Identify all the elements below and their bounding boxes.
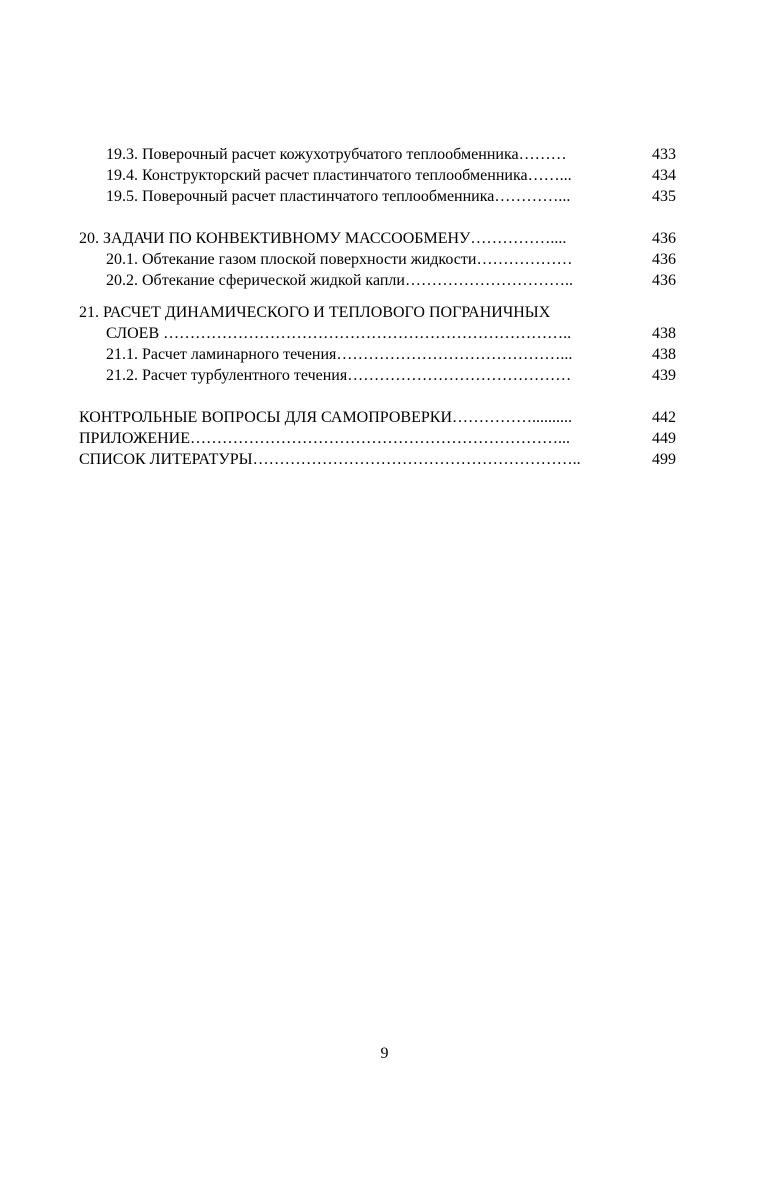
toc-entry-text: СПИСОК ЛИТЕРАТУРЫ……………………………………………………..	[79, 451, 581, 468]
toc-entry-text: 20.2. Обтекание сферической жидкой капли…………………………..	[106, 272, 573, 289]
toc-entry-21-line-2	[79, 323, 676, 344]
toc-entry-page: 436	[652, 251, 676, 268]
toc-entry-20	[79, 228, 676, 249]
toc-entry-page: 435	[652, 188, 676, 205]
toc-entry-21-line-1	[79, 302, 676, 323]
toc-entry-page: 438	[652, 325, 676, 342]
toc-entry-text: 20.1. Обтекание газом плоской поверхности жидкости………………	[106, 251, 573, 268]
toc-entry-text: 19.4. Конструкторский расчет пластинчатого теплообменника……...	[106, 167, 572, 184]
toc-entry-20-2	[79, 270, 676, 291]
toc-entry-text: 19.5. Поверочный расчет пластинчатого теплообменника…………...	[106, 188, 571, 205]
page-number: 9	[380, 1045, 389, 1062]
toc-entry-text: 21.1. Расчет ламинарного течения……………………………………...	[106, 346, 573, 363]
toc-entry-text: КОНТРОЛЬНЫЕ ВОПРОСЫ ДЛЯ САМОПРОВЕРКИ……………..........	[79, 409, 572, 426]
toc-entry-19-5	[79, 186, 676, 207]
toc-entry-19-3	[79, 144, 676, 165]
toc-entry-page: 433	[652, 146, 676, 163]
toc-entry-page: 499	[652, 451, 676, 468]
toc-entry-text: СЛОЕВ …………………………………………………………………..	[106, 325, 572, 342]
toc-entry-appendix	[79, 428, 676, 449]
toc-entry-text: 20. ЗАДАЧИ ПО КОНВЕКТИВНОМУ МАССООБМЕНУ……………....	[79, 230, 567, 247]
toc-entry-19-4	[79, 165, 676, 186]
toc-entry-text: 21. РАСЧЕТ ДИНАМИЧЕСКОГО И ТЕПЛОВОГО ПОГРАНИЧНЫХ	[79, 304, 551, 321]
toc-entry-20-1	[79, 249, 676, 270]
toc-entry-page: 439	[652, 367, 676, 384]
toc-entry-page: 442	[652, 409, 676, 426]
toc-entry-review-questions	[79, 407, 676, 428]
toc-entry-references	[79, 449, 676, 470]
toc-entry-page: 434	[652, 167, 676, 184]
toc-entry-page: 436	[652, 230, 676, 247]
toc-entry-text: 21.2. Расчет турбулентного течения……………………………………	[106, 367, 572, 384]
toc-entry-page: 436	[652, 272, 676, 289]
toc-entry-text: 19.3. Поверочный расчет кожухотрубчатого теплообменника………	[106, 146, 567, 163]
toc-entry-21-1	[79, 344, 676, 365]
toc-entry-21-2	[79, 365, 676, 386]
toc-entry-page: 449	[652, 430, 676, 447]
toc-entry-text: ПРИЛОЖЕНИЕ……………………………………………………………...	[79, 430, 571, 447]
toc-entry-page: 438	[652, 346, 676, 363]
